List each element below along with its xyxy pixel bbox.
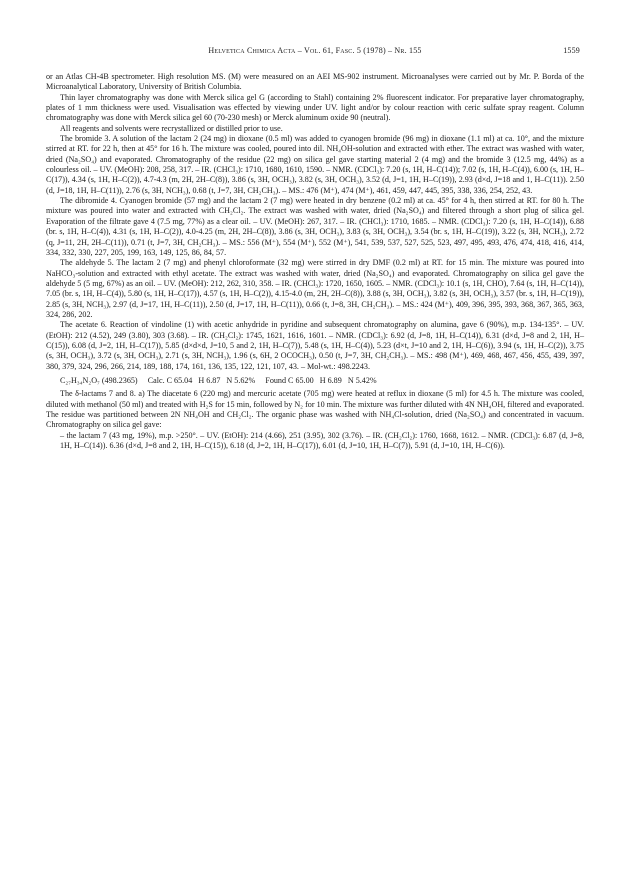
paragraph-acetate-6: The acetate 6. Reaction of vindoline (1) with acetic anhydride in pyridine and subsequent chromatography on alumina, gave 6 (90%), m.p. 134-135°. – UV. (EtOH): 212 (4.52), 249 (3.80), 303 (3.68). – IR. (CH₂Cl₂): 1745, 1621, 1616, 1601. – NMR. (CDCl₃): 6.92 (d, J=8, 1H, H–C(14)), 6.31 (d×d, J=8 and 2, 1H, H–C(15)), 6.08 (d, J=2, 1H, H–C(17)), 5.85 (d×d×d, J=10, 5 and 2, 1H, H–C(7)), 5.48 (s, 1H, H–C(4)), 5.23 (d×t, J=10 and 2, 1H, H–C(6)), 3.94 (s, 1H, H–C(2)), 3.75 (s, 3H, OCH₃), 3.72 (s, 3H, OCH₃), 2.71 (s, 3H, NCH₃), 1.96 (s, 6H, 2 OCOCH₃), 0.50 (t, J=7, 3H, CH₂CH₃). – MS.: 498 (M⁺), 469, 468, 467, 456, 455, 439, 397, 380, 379, 324, 296, 266, 214, 189, 188, 174, 161, 136, 135, 122, 121, 107, 43. – Mol-wt.: 498.2243.: [46, 320, 584, 371]
paragraph-delta-lactams: The δ-lactams 7 and 8. a) The diacetate 6 (220 mg) and mercuric acetate (705 mg) were heated at reflux in dioxane (5 ml) for 4.5 h. The mixture was cooled, diluted with methanol (50 ml) and treated with H₂S for 15 min, followed by N₂ for 10 min. The mixture was further diluted with 4N NH₄OH, filtered and evaporated. The residue was partitioned between 2N NH₄OH and CH₂Cl₂. The organic phase was washed with NH₄Cl-solution, dried (Na₂SO₄) and concentrated in vacuum. Chromatography on silica gel gave:: [46, 389, 584, 430]
body-text: [46, 72, 584, 451]
paragraph-reagents: All reagents and solvents were recrystallized or distilled prior to use.: [60, 123, 283, 133]
paragraph-dibromide-4: The dibromide 4. Cyanogen bromide (57 mg) and the lactam 2 (7 mg) were heated in dry benzene (0.2 ml) at ca. 45° for 4 h, then stirred at RT. for 80 h. The mixture was poured into water and extracted with CH₂Cl₂. The extract was washed with water, dried (Na₂SO₄) and filtered through a short plug of silica gel. Evaporation of the filtrate gave 4 (7.5 mg, 77%) as a clear oil. – UV. (MeOH): 267, 317. – IR. (CHCl₃): 1710, 1685. – NMR. (CDCl₃): 7.20 (s, 1H, H–C(14)), 6.88 (br. s, 1H, H–C(4)), 4.31 (s, 1H, H–C(2)), 4.0-4.25 (m, 2H, 2H–C(8)), 3.86 (s, 3H, OCH₃), 3.83 (s, 3H, OCH₃), 3.54 (br. s, 1H, H–C(19)), 3.22 (s, 3H, NCH₃), 2.72 (q, J=11, 2H, 2H–C(11)), 0.71 (t, J=7, 3H, CH₂CH₃). – MS.: 556 (M⁺), 554 (M⁺), 552 (M⁺), 541, 539, 537, 527, 525, 523, 497, 495, 493, 476, 474, 418, 416, 414, 334, 332, 330, 227, 205, 199, 163, 149, 125, 86, 84, 57.: [46, 196, 584, 257]
paragraph-chromatography: Thin layer chromatography was done with Merck silica gel G (according to Stahl) containing 2% fluorescent indicator. For preparative layer chromatography, plates of 1 mm thickness were used. Visualisation was effected by viewing under UV. light and/or by colour reaction with ceric sulfate spray reagent. Column chromatography was done with Merck silica gel 60 (70-230 mesh) or Merck aluminum oxide 90 (neutral).: [46, 92, 584, 123]
running-head: Helvetica Chimica Acta – Vol. 61, Fasc. 5 (1978) – Nr. 155: [208, 46, 422, 55]
paragraph-aldehyde-5: The aldehyde 5. The lactam 2 (7 mg) and phenyl chloroformate (32 mg) were stirred in dry DMF (0.2 ml) at RT. for 15 min. The mixture was poured into NaHCO₃-solution and extracted with ethyl acetate. The extract was washed with water, dried (Na₂SO₄) and evaporated. Chromatography on silica gel gave the aldehyde 5 (5 mg, 67%) as an oil. – UV. (MeOH): 212, 262, 310, 358. – IR. (CHCl₃): 1720, 1650, 1605. – NMR. (CDCl₃): 10.1 (s, 1H, CHO), 7.64 (s, 1H, H–C(14)), 7.05 (br. s, 1H, H–C(4)), 5.80 (s, 1H, H–C(17)), 4.57 (s, 1H, H–C(2)), 4.15-4.0 (m, 2H, 2H–C(8)), 3.88 (s, 3H, OCH₃), 3.82 (s, 3H, OCH₃), 3.57 (br. s, 1H, H–C(19)), 2.85 (s, 3H, NCH₃), 2.97 (d, J=17, 1H, H–C(11)), 2.50 (d, J=17, 1H, H–C(11)), 0.66 (t, J=8, 3H, CH₂CH₃). – MS.: 424 (M⁺), 409, 396, 395, 393, 368, 367, 365, 363, 324, 286, 202.: [46, 258, 584, 319]
elemental-analysis: C₂₇H₃₄N₂O₇ (498.2365) Calc. C 65.04 H 6.87 N 5.62% Found C 65.00 H 6.89 N 5.42%: [60, 375, 377, 385]
running-header: [46, 46, 584, 58]
paragraph-bromide-3: The bromide 3. A solution of the lactam 2 (24 mg) in dioxane (0.5 ml) was added to cyanogen bromide (96 mg) in dioxane (1.1 ml) at ca. 10°, and the mixture stirred at RT. for 22 h, then at 45° for 16 h. The mixture was cooled, poured into dil. NH₄OH-solution and extracted with ether. The extract was washed with water, dried (Na₂SO₄) and evaporated. Chromatography of the residue (22 mg) on silica gel gave starting material 2 (4 mg) and the bromide 3 (12.5 mg, 44%) as a colourless oil. – UV. (MeOH): 208, 258, 317. – IR. (CHCl₃): 1710, 1680, 1610, 1590. – NMR. (CDCl₃): 7.20 (s, 1H, H–C(14)); 7.02 (s, 1H, H–C(4)), 6.00 (s, 1H, H–C(17)), 4.34 (s, 1H, H–C(2)), 4.7-4.3 (m, 2H, 2H–C(8)), 3.86 (s, 3H, OCH₃), 3.82 (s, 3H, OCH₃), 3.52 (d, J=1, 1H, H–C(19)), 2.93 (d×d, J=18 and 1, H–C(11)). 2.50 (d, J=18, 1H, H–C(11)), 2.76 (s, 3H, NCH₃), 0.68 (t, J=7, 3H, CH₂CH₃). – MS.: 476 (M⁺), 474 (M⁺), 461, 459, 447, 445, 395, 338, 336, 254, 252, 43.: [46, 134, 584, 195]
paragraph-instruments: or an Atlas CH-4B spectrometer. High resolution MS. (M) were measured on an AEI MS-902 instrument. Microanalyses were carried out by Mr. P. Borda of the Microanalytical Laboratory, University of British Columbia.: [46, 72, 584, 92]
page-number: 1559: [563, 46, 580, 55]
paragraph-lactam-7: – the lactam 7 (43 mg, 19%), m.p. >250°. – UV. (EtOH): 214 (4.66), 251 (3.95), 302 (3.76). – IR. (CH₂Cl₂): 1760, 1668, 1612. – NMR. (CDCl₃): 6.87 (d, J=8, 1H, H–C(14)). 6.36 (d×d, J=8 and 2, 1H, H–C(15)), 6.18 (d, J=2, 1H, H–C(17)), 6.01 (d, J=10, 1H, H–C(7)), 5.91 (d, J=10, 1H, H–C(6)).: [60, 430, 584, 451]
